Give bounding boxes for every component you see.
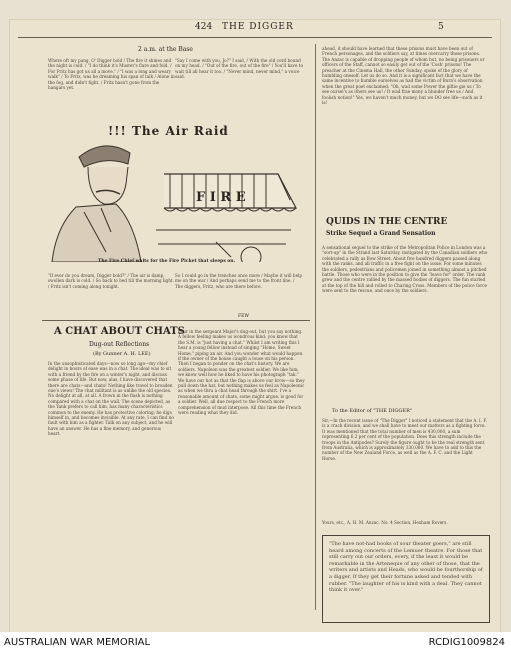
footer-bar [0, 632, 511, 654]
quids-body: A sensational sequel to the strike of the Metropolitan Police in London was a "sort-up" in the Strand last Saturday, instigated by the Canadian soldiers who celebrated a rally as Bow Street. About five hundred diggers passed along with the ranks, and all traffic in a free fight on the issue. For some minutes the soldiers, pedestrians and policemen joined in something almost a pitched battle. Those who were in the position to give the "leave for" order. The rank grew and the centre rallied by the massed bodies of diggers. The fun started at the top of the hill and rolled to Charing Cross. Members of the police force were sent to the rescue, and once by the soldiers. [322, 245, 488, 294]
column-rule [315, 44, 316, 610]
cartoon-heading: !!! The Air Raid [108, 124, 229, 138]
cartoon-caption: The Fire Chief waits for the Fire Picket that sleeps on. [98, 259, 236, 264]
newspaper-page [10, 20, 500, 632]
section-rule [42, 320, 310, 321]
verse-left: "If ever do you dream, Digger bold?" / The air is damp, swollen dark is cold. / So back to bed till the morning light. / Fritz isn't coming along tonight. [48, 273, 174, 289]
article-column-1: In the unsophisticated days—now so long ago—my chief delight in hours of ease was in a chat. The ideal was to sit with a friend by the fire on a winter's night, and discuss some phase of life. But now, alas, I have discovered that there are chats—and chats! Nothing like travel to broaden one's views! The chat militant is as unlike the old species. No delight at all, at all. A frown in the flash is nothing compared with a chat on the wall. The scene depicted, as the Yank prefers to call him, has many characteristics common to the enemy. He has protective coloring; he digs himself in, and becomes invisible. At any rate, I can find no fault with him as a fighter. Talk on any subject, and he will have an answer. He has a fine memory, and generous heart. [48, 361, 174, 437]
article-byline: (By Gunner A. H. LEE) [93, 351, 151, 357]
verse-signature: FEW [238, 314, 250, 319]
header-rule [18, 37, 492, 38]
letter-body: Sir,—In the recent issue of "The Digger" I noticed a statement that the A. I. F. is a crack division, and we shall have to meet our matters as a fighting force. It was mentioned that the total number of men is 430,000, a sum representing 6.2 per cent of the population. Does this strength include the troops in the Antipodes? Surely the figure ought to be the real strength sent from Australia, which is approximately 330,000. We have to add to this the number of the New Zealand Force, as well as the A. F. C. and the Light Horse. [322, 418, 487, 461]
article-subtitle: Dug-out Reflections [89, 341, 150, 348]
boxed-notice-text: "The have not-had books of sour theater goers," are still heard among concerts of the Lemuer theatre. For those that still carry out our orders, every, if the least it would be remarkable in the Arteneque of any other of those, that the writers and artists and Heads, who would be fourthorship of a digger. If they get their fortune asked and tended with rubber. "The laughter of his is kind with a deal. They cannot think it over." [329, 541, 483, 594]
archive-credit: AUSTRALIAN WAR MEMORIAL [4, 637, 151, 648]
verse-right: So I could go in the trenches once more / Maybe it will help me on the war / And perhaps send me to the front line. / The diggers, Fritz, who are there before. [175, 273, 303, 289]
poem-left-column: Where oft my pang, O' Digger bold / The fire it shines and the night is cold. / "I do think it's Muster's flare and fold. / For Fritz has got us all a move." / "I was a long and weary walk" / To Fritz, was he dreaming his span of talk / Alone in the fog, and didn't fight. / Fritz hasn't gone from the hangars yet. [48, 58, 175, 91]
poem-title: 2 a.m. at the Base [138, 46, 193, 53]
fire-sign: F I R E [196, 190, 246, 205]
boxed-notice [322, 535, 490, 623]
quids-subtitle: Strike Sequel a Grand Sensation [326, 230, 436, 237]
article-title: A CHAT ABOUT CHATS [54, 326, 185, 337]
article-column-2: hour in the sergeant Major's dug-out, but you say nothing. A fellow feeling makes us wondrous kind; you know that the S.M. is "just having a chat." Whilst I am writing this I hear a young fellow instead of singing "Home, Sweet Home," piping an air. And you wonder what would happen if the owner of the house caught a louse on his person. Then I began to ponder on the chat's history. We are soldiers. Napoleon was the greatest soldier. We like him; we know well how he liked to have his photograph "tak." We have our hot as that the flap is above our brow—so they pull down the hat, but nothing makes us feel as Napoleonic as when we thru a chat head through the shirt. I've a reasonable amount of chats, some might argue, is good for a soldier. Well, all due respect to the French more comprehension of mud interpose. All this time the French were reading what they did. [178, 329, 305, 416]
poem-right-column: "Say I come with you, Jo?" I said, / With the old cord bound on my head. / "Out of the fire, out of the fire" / You'll have to wait till all hear it too. / "Never mind, never mind," a voice said. [175, 58, 304, 80]
page-number: 424 [195, 22, 213, 32]
letter-signoff: Yours, etc., A. H. M. Anzac, No. 4 Section, Hexham Rovers. [322, 520, 448, 525]
letter-heading: To the Editor of "THE DIGGER" [332, 408, 413, 414]
masthead-title: THE DIGGER [222, 22, 294, 32]
record-id: RCDIG1009824 [428, 637, 505, 648]
right-column-intro: ahead, it should have learned that these prisons must have been out of French personages, and the soldiers say, at times overcarry those prisons. The Anzac is capable of dropping people of whom but, no being prisoners or officers of the Staff, cannot so easily get out of the 'Cosh' prisons! The preacher at the Cinema Hall, the other Sunday, spoke of the glory of humbling oneself. Let us do so. And it is a significant fact that we have the same incentive to humble ourselves as had the victim of Burn's observation when the great poet exclaimed: "Oh, wad some Power the giftie gie us / To see oursel's as ithers see us! / It wad frae mony a blunder free us / And foolish notion!" Yes, we haven't much money, but we DO see life—such as it is! [322, 46, 485, 106]
quids-title: QUIDS IN THE CENTRE [326, 217, 448, 227]
page-number-right: 5 [438, 22, 444, 32]
